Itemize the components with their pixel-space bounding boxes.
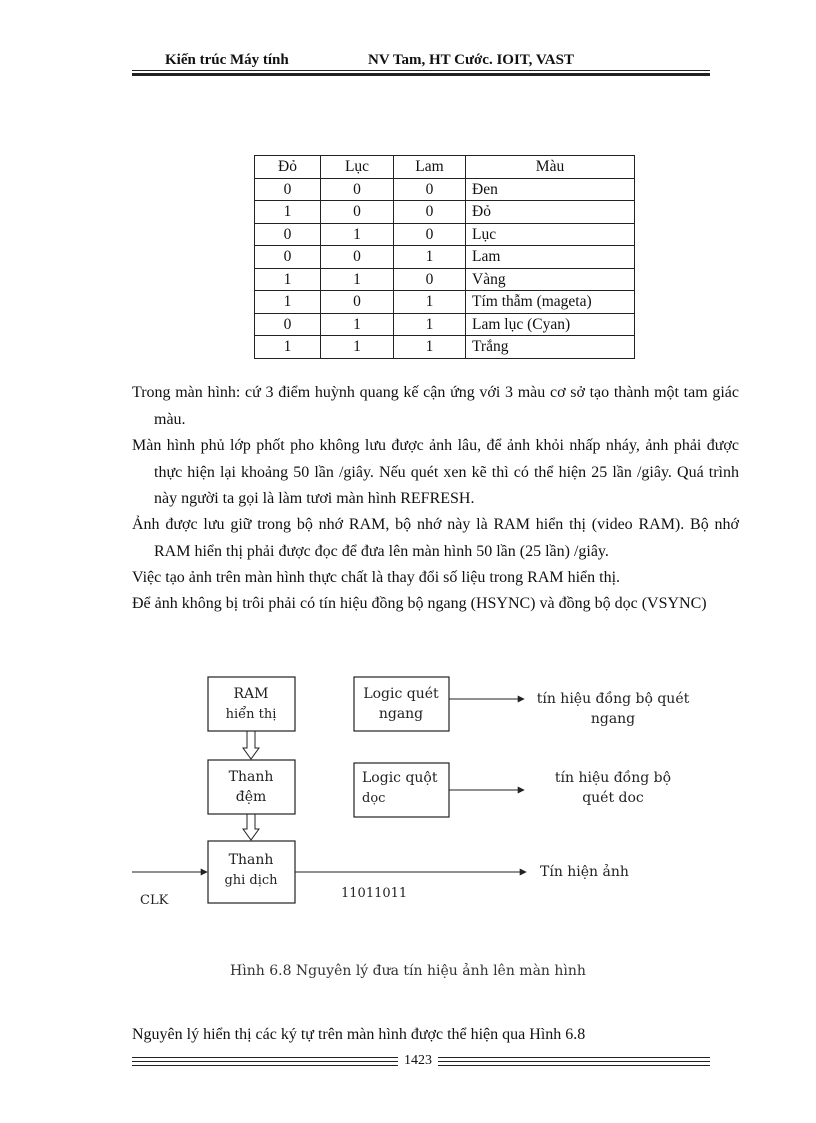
table-header-row [255, 156, 635, 179]
h-signal-line1: tín hiệu đồng bộ quét [536, 691, 690, 707]
h-logic-line1: Logic quét [363, 686, 439, 702]
h-signal-line2: ngang [590, 711, 636, 727]
table-cell: 1 [394, 246, 466, 269]
table-row [255, 268, 635, 291]
ram-to-buffer-arrow [243, 731, 259, 759]
footer-rule [438, 1061, 710, 1062]
buffer-to-shift-arrow [243, 814, 259, 840]
table-cell: 0 [321, 201, 394, 224]
table-cell: Lam lục (Cyan) [466, 313, 635, 336]
table-cell: 1 [321, 313, 394, 336]
table-cell: Vàng [466, 268, 635, 291]
table-cell: 0 [394, 223, 466, 246]
h-logic-line2: ngang [378, 706, 424, 722]
table-cell: 1 [321, 268, 394, 291]
column-header: Lục [321, 156, 394, 179]
table-cell: 0 [394, 178, 466, 201]
color-table [254, 155, 635, 359]
table-cell: Lam [466, 246, 635, 269]
figure-caption: Hình 6.8 Nguyên lý đưa tín hiệu ảnh lên màn hình [230, 963, 586, 979]
paragraph: Nguyên lý hiển thị các ký tự trên màn hình được thể hiện qua Hình 6.8 [132, 1026, 586, 1043]
buffer-box-line1: Thanh [228, 769, 274, 785]
table-cell: 0 [255, 313, 321, 336]
header-title: Kiến trúc Máy tính [165, 52, 289, 68]
table-cell: Trắng [466, 336, 635, 359]
table-row [255, 223, 635, 246]
table-cell: Đỏ [466, 201, 635, 224]
table-cell: 0 [255, 178, 321, 201]
table-cell: 0 [321, 246, 394, 269]
table-row [255, 291, 635, 314]
table-cell: 1 [394, 336, 466, 359]
table-row [255, 201, 635, 224]
shift-box-line1: Thanh [228, 852, 274, 868]
table-row [255, 313, 635, 336]
table-cell: Tím thẫm (mageta) [466, 291, 635, 314]
footer-rule [438, 1065, 710, 1066]
table-cell: 1 [255, 291, 321, 314]
table-row [255, 178, 635, 201]
v-signal-line1: tín hiệu đồng bộ [554, 770, 672, 786]
header-rule-thick [132, 73, 710, 76]
table-cell: 0 [255, 246, 321, 269]
footer-rule [132, 1057, 398, 1058]
ram-box-line2: hiển thị [225, 707, 277, 722]
paragraph: Việc tạo ảnh trên màn hình thực chất là thay đổi số liệu trong RAM hiển thị. [132, 569, 621, 586]
table-row [255, 336, 635, 359]
table-cell: 0 [394, 201, 466, 224]
v-logic-line1: Logic quột [362, 770, 438, 786]
table-cell: 1 [321, 223, 394, 246]
table-cell: 0 [394, 268, 466, 291]
footer-rule [132, 1061, 398, 1062]
header-authors: NV Tam, HT Cước. IOIT, VAST [368, 52, 574, 68]
clk-label: CLK [140, 893, 169, 908]
table-cell: Đen [466, 178, 635, 201]
table-cell: 1 [255, 336, 321, 359]
display-block-diagram [126, 668, 726, 918]
buffer-box-line2: đệm [235, 789, 267, 805]
table-cell: 0 [321, 291, 394, 314]
table-cell: Lục [466, 223, 635, 246]
bits-label: 11011011 [341, 886, 408, 901]
paragraph: Màn hình phủ lớp phốt pho không lưu được ảnh lâu, để ảnh khỏi nhấp nháy, ảnh phải được thực hiện lại khoảng 50 lần /giây. Nếu quét xen kẽ thì có thể hiện 25 lần /giây. Quá trình này người ta gọi là làm tươi màn hình REFRESH. [132, 437, 739, 507]
ram-box-line1: RAM [233, 686, 269, 702]
table-cell: 1 [255, 268, 321, 291]
v-signal-line2: quét doc [582, 790, 644, 806]
paragraph: Ảnh được lưu giữ trong bộ nhớ RAM, bộ nhớ này là RAM hiển thị (video RAM). Bộ nhớ RAM hiển thị phải được đọc để đưa lên màn hình 50 lần (25 lần) /giây. [132, 516, 739, 560]
table-cell: 1 [394, 291, 466, 314]
table-cell: 0 [321, 178, 394, 201]
image-signal-label: Tín hiện ảnh [540, 864, 629, 880]
table-cell: 1 [255, 201, 321, 224]
table-cell: 0 [255, 223, 321, 246]
shift-box-line2: ghi dịch [224, 873, 278, 888]
page-number: 1423 [404, 1053, 432, 1068]
table-cell: 1 [321, 336, 394, 359]
table-row [255, 246, 635, 269]
shift-register-box [208, 841, 295, 903]
header-rule [132, 70, 710, 71]
column-header: Màu [466, 156, 635, 179]
column-header: Lam [394, 156, 466, 179]
footer-rule [438, 1057, 710, 1058]
v-logic-line2: dọc [362, 791, 386, 806]
paragraph: Trong màn hình: cứ 3 điểm huỳnh quang kế cận ứng với 3 màu cơ sở tạo thành một tam giác màu. [132, 384, 739, 428]
table-cell: 1 [394, 313, 466, 336]
paragraph: Để ảnh không bị trôi phải có tín hiệu đồng bộ ngang (HSYNC) và đồng bộ dọc (VSYNC) [132, 595, 707, 612]
column-header: Đỏ [255, 156, 321, 179]
footer-rule [132, 1065, 398, 1066]
